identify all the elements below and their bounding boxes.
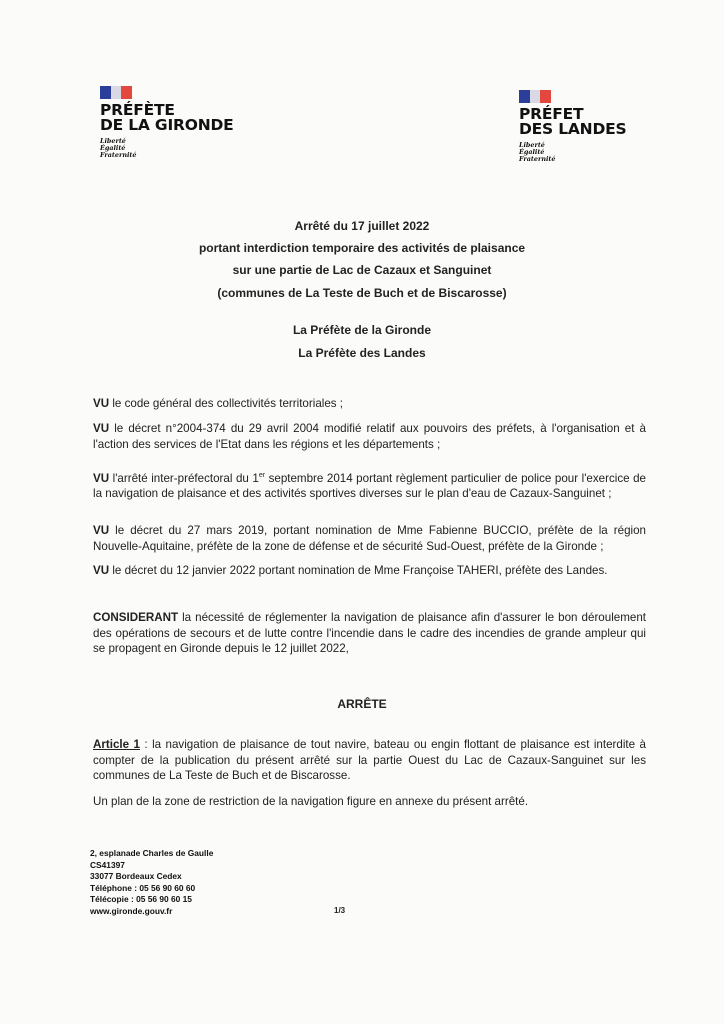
visa-superscript: er: [258, 472, 266, 479]
prefet-landes-logo: [519, 90, 626, 164]
visa-prefix: VU: [93, 397, 110, 410]
logo-title-line1: PRÉFÈTE: [100, 101, 175, 119]
marianne-flag-icon: [100, 86, 132, 99]
visa-text: le décret du 12 janvier 2022 portant nomination de Mme Françoise TAHERI, préfète des Landes.: [109, 564, 608, 577]
arrete-subject-line: (communes de La Teste de Buch et de Biscarosse): [217, 286, 507, 300]
visa-text: l'arrêté inter-préfectoral du 1: [109, 471, 259, 485]
authority-gironde: La Préfète de la Gironde: [292, 323, 432, 337]
motto-fraternite: Fraternité: [519, 155, 556, 164]
arrete-date-title: Arrêté du 17 juillet 2022: [294, 219, 430, 233]
logo-motto: [519, 142, 626, 164]
article-1-paragraph: [93, 737, 646, 784]
motto-egalite: Égalité: [100, 144, 126, 153]
arrete-subject-line: portant interdiction temporaire des activités de plaisance: [198, 241, 526, 255]
visa-paragraph: [93, 468, 646, 502]
visa-paragraph: [93, 396, 646, 412]
visa-paragraph: [93, 563, 646, 579]
address-cs: CS41397: [90, 859, 125, 870]
visa-paragraph: [93, 523, 646, 554]
visa-prefix: VU: [93, 564, 110, 577]
logo-motto: [100, 138, 234, 160]
annex-note: Un plan de la zone de restriction de la navigation figure en annexe du présent arrêté.: [93, 795, 529, 808]
footer-address: [90, 848, 213, 918]
address-fax: Télécopie : 05 56 90 60 15: [90, 894, 192, 905]
visa-prefix: VU: [93, 471, 110, 485]
motto-fraternite: Fraternité: [100, 151, 137, 160]
considerant-text: la nécessité de réglementer la navigation de plaisance afin d'assurer le bon déroulement des opérations de secours et de lutte contre l'incendie dans le cadre des incendies de grande ampleur qui se propagent en Gironde depuis le 12 juillet 2022,: [93, 611, 646, 656]
logo-title-line2: DES LANDES: [519, 120, 627, 138]
visa-text: le décret n°2004-374 du 29 avril 2004 modifié relatif aux pouvoirs des préfets, à l'organisation et à l'action des services de l'Etat dans les régions et les départements ;: [93, 422, 646, 451]
visa-paragraph: [93, 421, 646, 452]
address-phone: Téléphone : 05 56 90 60 60: [90, 882, 196, 893]
arrete-subject-line: sur une partie de Lac de Cazaux et Sanguinet: [232, 263, 492, 277]
motto-liberte: Liberté: [100, 137, 126, 145]
considerant-paragraph: [93, 610, 646, 657]
article-1-text: : la navigation de plaisance de tout navire, bateau ou engin flottant de plaisance est interdite à compter de la publication du présent arrêté sur la partie Ouest du Lac de Cazaux-Sanguinet sur les communes de La Teste de Buch et de Biscarosse.: [93, 738, 646, 783]
visa-prefix: VU: [93, 524, 110, 537]
motto-liberte: Liberté: [519, 141, 545, 149]
prefete-gironde-logo: [100, 86, 234, 160]
address-website: www.gironde.gouv.fr: [90, 905, 173, 916]
address-street: 2, esplanade Charles de Gaulle: [90, 848, 214, 858]
visa-prefix: VU: [93, 422, 110, 435]
arrete-heading: ARRÊTE: [337, 697, 387, 711]
marianne-flag-icon: [519, 90, 551, 103]
page-number: 1/3: [334, 906, 346, 915]
visa-text: le décret du 27 mars 2019, portant nomination de Mme Fabienne BUCCIO, préfète de la région Nouvelle-Aquitaine, préfète de la zone de défense et de sécurité Sud-Ouest, préfète de la Gironde ;: [93, 524, 646, 553]
considerant-prefix: CONSIDERANT: [93, 611, 179, 624]
address-city: 33077 Bordeaux Cedex: [90, 871, 182, 882]
logo-title-line2: DE LA GIRONDE: [100, 116, 234, 134]
authority-landes: La Préfète des Landes: [298, 346, 426, 360]
logo-title-line1: PRÉFET: [519, 105, 584, 123]
visa-text: septembre 2014 portant règlement particulier de police pour l'exercice de la navigation de plaisance et des activités sportives diverses sur le plan d'eau de Cazaux-Sanguinet ;: [93, 471, 646, 501]
article-1-label: Article 1: [93, 738, 140, 751]
visa-text: le code général des collectivités territoriales ;: [109, 397, 344, 410]
motto-egalite: Égalité: [519, 148, 545, 157]
